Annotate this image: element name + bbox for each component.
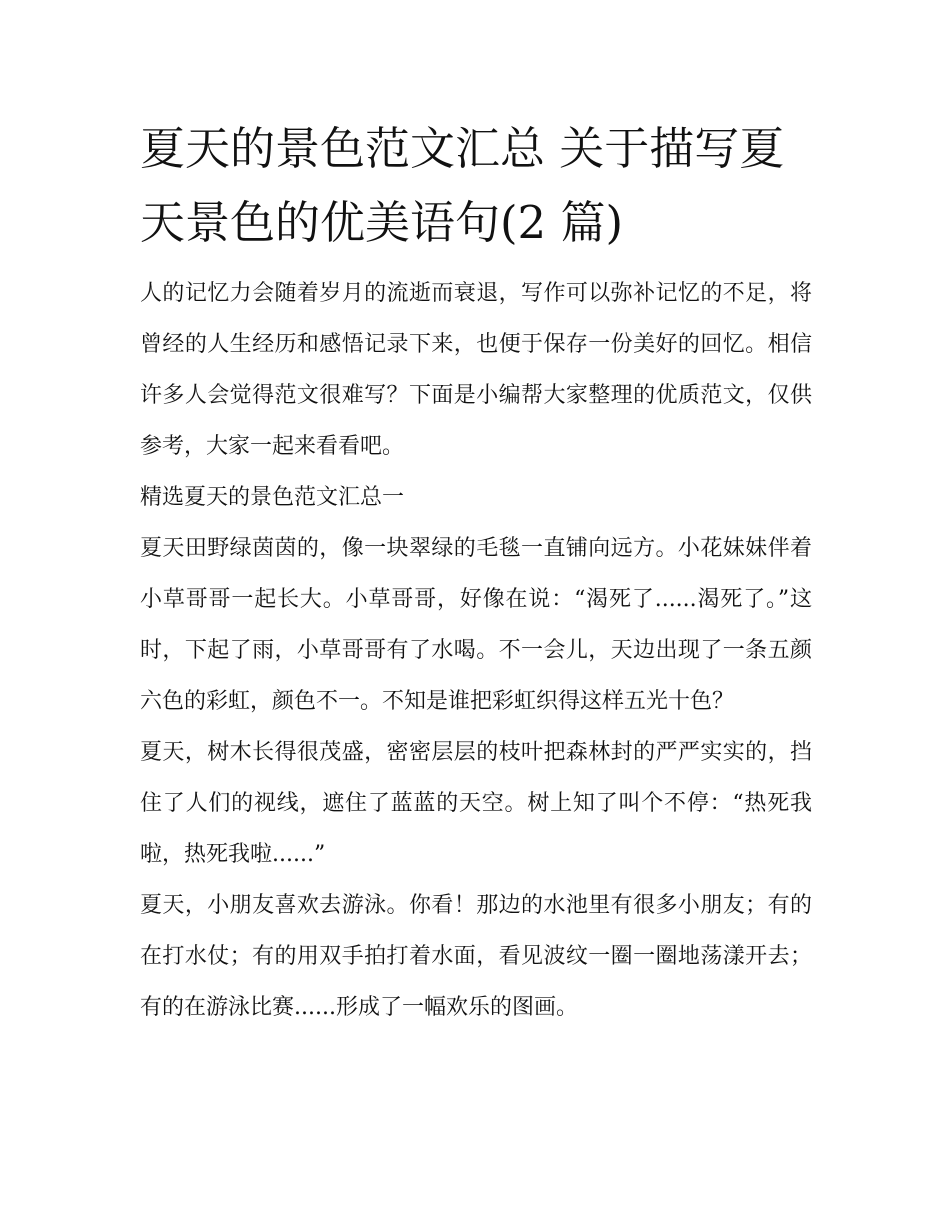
body-paragraph-field: 夏天田野绿茵茵的，像一块翠绿的毛毯一直铺向远方。小花妹妹伴着小草哥哥一起长大。小草哥哥，好像在说：“渴死了......渴死了。”这时，下起了雨，小草哥哥有了水喝。不一会儿，天边出现了一条五颜六色的彩虹，颜色不一。不知是谁把彩虹织得这样五光十色？	[140, 536, 812, 714]
document-page	[140, 112, 812, 1033]
section-heading: 精选夏天的景色范文汇总一	[140, 485, 405, 510]
body-paragraph-swimming: 夏天，小朋友喜欢去游泳。你看！那边的水池里有很多小朋友；有的在打水仗；有的用双手拍打着水面，看见波纹一圈一圈地荡漾开去；有的在游泳比赛......形成了一幅欢乐的图画。	[140, 893, 812, 1020]
document-title: 夏天的景色范文汇总 关于描写夏天景色的优美语句(2 篇)	[140, 122, 785, 249]
body-paragraph-trees: 夏天，树木长得很茂盛，密密层层的枝叶把森林封的严严实实的，挡住了人们的视线，遮住了蓝蓝的天空。树上知了叫个不停：“热死我啦，热死我啦......”	[140, 740, 812, 867]
intro-paragraph: 人的记忆力会随着岁月的流逝而衰退，写作可以弥补记忆的不足，将曾经的人生经历和感悟记录下来，也便于保存一份美好的回忆。相信许多人会觉得范文很难写？下面是小编帮大家整理的优质范文，仅供参考，大家一起来看看吧。	[140, 281, 812, 459]
